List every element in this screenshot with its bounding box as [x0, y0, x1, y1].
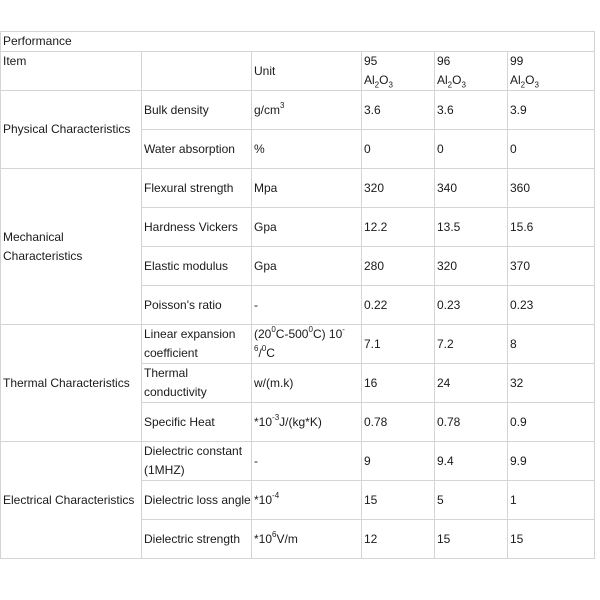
value-cell-99: 0.9	[508, 403, 595, 442]
value-cell-99: 15.6	[508, 208, 595, 247]
unit-text: J/(kg*K)	[279, 414, 322, 429]
unit-text: Gpa	[254, 219, 277, 234]
group-label: Physical Characteristics	[1, 91, 142, 169]
table-row	[1, 442, 595, 481]
unit-text: g/cm	[254, 102, 281, 117]
header-blank	[142, 52, 252, 91]
unit-cell	[252, 481, 362, 520]
value-cell-95: 16	[362, 364, 435, 403]
value-cell-99: 15	[508, 520, 595, 559]
group-label: Electrical Characteristics	[1, 442, 142, 559]
property-name: Hardness Vickers	[142, 208, 252, 247]
value-cell-96: 3.6	[435, 91, 508, 130]
value-cell-96: 0.23	[435, 286, 508, 325]
unit-cell	[252, 130, 362, 169]
value-cell-99: 3.9	[508, 91, 595, 130]
unit-cell	[252, 520, 362, 559]
property-name: Dielectric strength	[142, 520, 252, 559]
property-name: Thermal conductivity	[142, 364, 252, 403]
unit-cell	[252, 364, 362, 403]
value-cell-96: 13.5	[435, 208, 508, 247]
value-cell-96: 340	[435, 169, 508, 208]
value-cell-96: 9.4	[435, 442, 508, 481]
value-cell-99: 9.9	[508, 442, 595, 481]
property-name: Linear expansion coefficient	[142, 325, 252, 364]
unit-cell	[252, 91, 362, 130]
table-title: Performance	[1, 32, 595, 52]
property-name: Specific Heat	[142, 403, 252, 442]
table-row	[1, 91, 595, 130]
value-cell-95: 0.78	[362, 403, 435, 442]
value-cell-96: 0.78	[435, 403, 508, 442]
header-grade-99: 99 $Al_2O_3$	[508, 52, 595, 91]
header-grade-96: 96 $Al_2O_3$	[435, 52, 508, 91]
unit-text: C-500	[275, 327, 309, 341]
unit-cell	[252, 442, 362, 481]
unit-text: -	[254, 297, 258, 312]
value-cell-96: 0	[435, 130, 508, 169]
group-label: Mechanical Characteristics	[1, 169, 142, 325]
value-cell-99: 8	[508, 325, 595, 364]
property-name: Dielectric loss angle	[142, 481, 252, 520]
unit-text: %	[254, 141, 265, 156]
value-cell-96: 320	[435, 247, 508, 286]
unit-text: w/(m.k)	[254, 375, 294, 390]
table-row	[1, 325, 595, 364]
value-cell-96: 7.2	[435, 325, 508, 364]
unit-superscript: 3	[280, 100, 285, 110]
unit-superscript: -4	[272, 490, 280, 500]
property-name: Dielectric constant (1MHZ)	[142, 442, 252, 481]
unit-superscript: -6	[254, 325, 345, 353]
value-cell-96: 24	[435, 364, 508, 403]
value-cell-95: 280	[362, 247, 435, 286]
table-row	[1, 169, 595, 208]
value-cell-96: 15	[435, 520, 508, 559]
unit-text: /	[258, 346, 262, 360]
unit-superscript: 6	[272, 529, 277, 539]
value-cell-96: 5	[435, 481, 508, 520]
property-name: Elastic modulus	[142, 247, 252, 286]
value-cell-95: 7.1	[362, 325, 435, 364]
unit-cell	[252, 286, 362, 325]
value-cell-99: 1	[508, 481, 595, 520]
unit-superscript: 0	[261, 344, 267, 353]
value-cell-99: 32	[508, 364, 595, 403]
group-label: Thermal Characteristics	[1, 325, 142, 442]
unit-text: Mpa	[254, 180, 278, 195]
unit-cell	[252, 325, 362, 364]
value-cell-95: 320	[362, 169, 435, 208]
unit-text: *10	[254, 492, 273, 507]
header-item: Item	[1, 52, 142, 91]
value-cell-95: 0	[362, 130, 435, 169]
unit-text: C) 10	[312, 327, 343, 341]
unit-cell	[252, 247, 362, 286]
property-name: Water absorption	[142, 130, 252, 169]
unit-text: C	[266, 346, 275, 360]
title-row	[1, 32, 595, 52]
unit-superscript: 0	[308, 325, 313, 334]
unit-text: *10	[254, 531, 273, 546]
value-cell-99: 370	[508, 247, 595, 286]
property-name: Flexural strength	[142, 169, 252, 208]
property-name: Poisson's ratio	[142, 286, 252, 325]
header-unit: Unit	[252, 52, 362, 91]
value-cell-95: 12.2	[362, 208, 435, 247]
unit-cell	[252, 169, 362, 208]
value-cell-95: 12	[362, 520, 435, 559]
value-cell-95: 9	[362, 442, 435, 481]
unit-cell	[252, 208, 362, 247]
value-cell-99: 360	[508, 169, 595, 208]
unit-text: V/m	[276, 531, 298, 546]
header-grade-95: 95 $Al_2O_3$	[362, 52, 435, 91]
value-cell-99: 0.23	[508, 286, 595, 325]
unit-text: (20	[254, 327, 272, 341]
unit-text: Gpa	[254, 258, 277, 273]
property-name: Bulk density	[142, 91, 252, 130]
header-row	[1, 52, 595, 91]
value-cell-95: 0.22	[362, 286, 435, 325]
unit-cell	[252, 403, 362, 442]
unit-superscript: -3	[272, 412, 280, 422]
unit-text: -	[254, 453, 258, 468]
unit-text: *10	[254, 414, 273, 429]
value-cell-99: 0	[508, 130, 595, 169]
performance-table	[0, 31, 595, 559]
value-cell-95: 15	[362, 481, 435, 520]
value-cell-95: 3.6	[362, 91, 435, 130]
unit-superscript: 0	[271, 325, 276, 334]
